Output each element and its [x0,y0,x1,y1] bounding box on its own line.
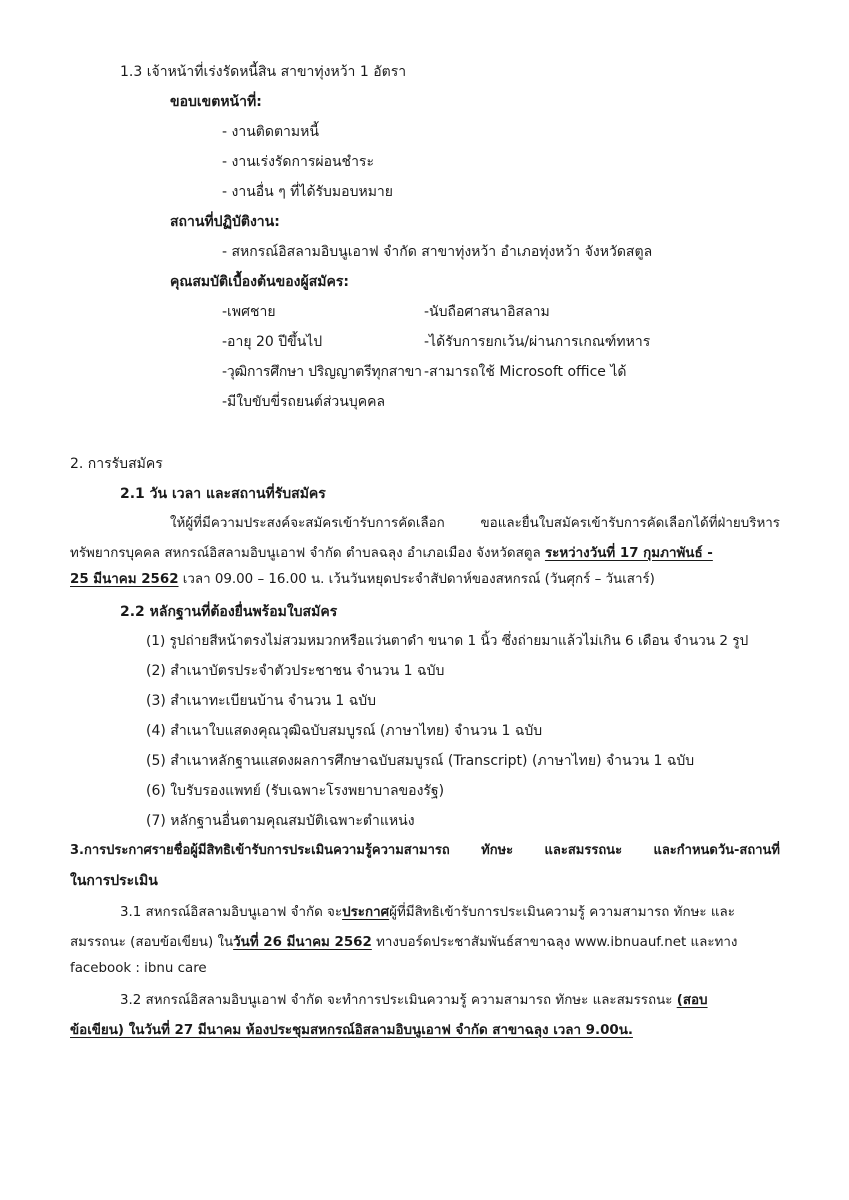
duty-item: - งานติดตามหนี้ [222,124,319,140]
document-item: (1) รูปถ่ายสีหน้าตรงไม่สวมหมวกหรือแว่นตาดำ ขนาด 1 นิ้ว ซึ่งถ่ายมาแล้วไม่เกิน 6 เดือน จำนวน 2 รูป [146,633,749,649]
section-2-1-paragraph-line: ให้ผู้ที่มีความประสงค์จะสมัครเข้ารับการคัดเลือก ขอและยื่นใบสมัครเข้ารับการคัดเลือกได้ที่ฝ่ายบริหาร [170,516,780,531]
qualification-item: -ได้รับการยกเว้น/ผ่านการเกณฑ์ทหาร [424,334,651,350]
scope-heading: ขอบเขตหน้าที่: [170,94,262,110]
paragraph-text: ทางบอร์ดประชาสัมพันธ์สาขาฉลุง www.ibnuauf.net และทาง [371,935,738,950]
section-3-1-line [120,903,735,923]
application-period: ระหว่างวันที่ 17 กุมภาพันธ์ - [544,546,713,561]
exam-note: (สอบ [676,993,708,1008]
workplace-heading: สถานที่ปฏิบัติงาน: [170,214,280,230]
qualification-item: -อายุ 20 ปีขึ้นไป [222,334,323,350]
section-3-2-line [120,991,708,1011]
qualification-item: -วุฒิการศึกษา ปริญญาตรีทุกสาขา [222,364,422,380]
section-2-1-title: 2.1 วัน เวลา และสถานที่รับสมัคร [120,486,326,502]
section-2-1-paragraph-line [70,570,655,590]
paragraph-text: เวลา 09.00 – 16.00 น. เว้นวันหยุดประจำสัปดาห์ของสหกรณ์ (วันศุกร์ – วันเสาร์) [178,572,655,587]
document-item: (6) ใบรับรองแพทย์ (รับเฉพาะโรงพยาบาลของรัฐ) [146,783,445,799]
paragraph-text: 3.1 สหกรณ์อิสลามอิบนูเอาฟ จำกัด จะ [120,905,343,920]
duty-item: - งานอื่น ๆ ที่ได้รับมอบหมาย [222,184,393,200]
announce-word: ประกาศ [342,905,390,920]
exam-details: ข้อเขียน) ในวันที่ 27 มีนาคม ห้องประชุมสหกรณ์อิสลามอิบนูเอาฟ จำกัด สาขาฉลุง เวลา 9.00น. [70,1023,633,1038]
paragraph-text: 3.2 สหกรณ์อิสลามอิบนูเอาฟ จำกัด จะทำการประเมินความรู้ ความสามารถ ทักษะ และสมรรถนะ [120,993,677,1008]
document-item: (4) สำเนาใบแสดงคุณวุฒิฉบับสมบูรณ์ (ภาษาไทย) จำนวน 1 ฉบับ [146,723,543,739]
paragraph-text: สมรรถนะ (สอบข้อเขียน) ใน [70,935,234,950]
document-item: (3) สำเนาทะเบียนบ้าน จำนวน 1 ฉบับ [146,693,377,709]
qualification-item: -มีใบขับขี่รถยนต์ส่วนบุคคล [222,394,386,410]
workplace-text: - สหกรณ์อิสลามอิบนูเอาฟ จำกัด สาขาทุ่งหว้า อำเภอทุ่งหว้า จังหวัดสตูล [222,244,653,260]
section-3-title-continued: ในการประเมิน [70,873,158,889]
qualification-heading: คุณสมบัติเบื้องต้นของผู้สมัคร: [170,274,349,290]
paragraph-text: ผู้ที่มีสิทธิเข้ารับการประเมินความรู้ ความสามารถ ทักษะ และ [389,905,735,920]
section-2-title: 2. การรับสมัคร [70,456,163,472]
section-2-2-title: 2.2 หลักฐานที่ต้องยื่นพร้อมใบสมัคร [120,604,338,620]
section-1-3-title: 1.3 เจ้าหน้าที่เร่งรัดหนี้สิน สาขาทุ่งหว้า 1 อัตรา [120,64,407,80]
announce-date: วันที่ 26 มีนาคม 2562 [233,935,372,950]
qualification-item: -สามารถใช้ Microsoft office ได้ [424,364,627,380]
section-3-1-line: facebook : ibnu care [70,961,207,976]
paragraph-text: ทรัพยากรบุคคล สหกรณ์อิสลามอิบนูเอาฟ จำกัด ตำบลฉลุง อำเภอเมือง จังหวัดสตูล [70,546,545,561]
section-2-1-paragraph-line [70,544,780,564]
section-3-1-line [70,933,737,953]
document-item: (2) สำเนาบัตรประจำตัวประชาชน จำนวน 1 ฉบับ [146,663,445,679]
qualification-item: -เพศชาย [222,304,276,320]
duty-item: - งานเร่งรัดการผ่อนชำระ [222,154,374,170]
application-end-date: 25 มีนาคม 2562 [70,572,179,587]
document-item: (7) หลักฐานอื่นตามคุณสมบัติเฉพาะตำแหน่ง [146,813,415,829]
section-3-title: 3.การประกาศรายชื่อผู้มีสิทธิเข้ารับการประเมินความรู้ความสามารถ ทักษะ และสมรรถนะ และกำหนดวัน-สถานที่ [70,843,780,858]
document-item: (5) สำเนาหลักฐานแสดงผลการศึกษาฉบับสมบูรณ์ (Transcript) (ภาษาไทย) จำนวน 1 ฉบับ [146,753,695,769]
qualification-item: -นับถือศาสนาอิสลาม [424,304,550,320]
